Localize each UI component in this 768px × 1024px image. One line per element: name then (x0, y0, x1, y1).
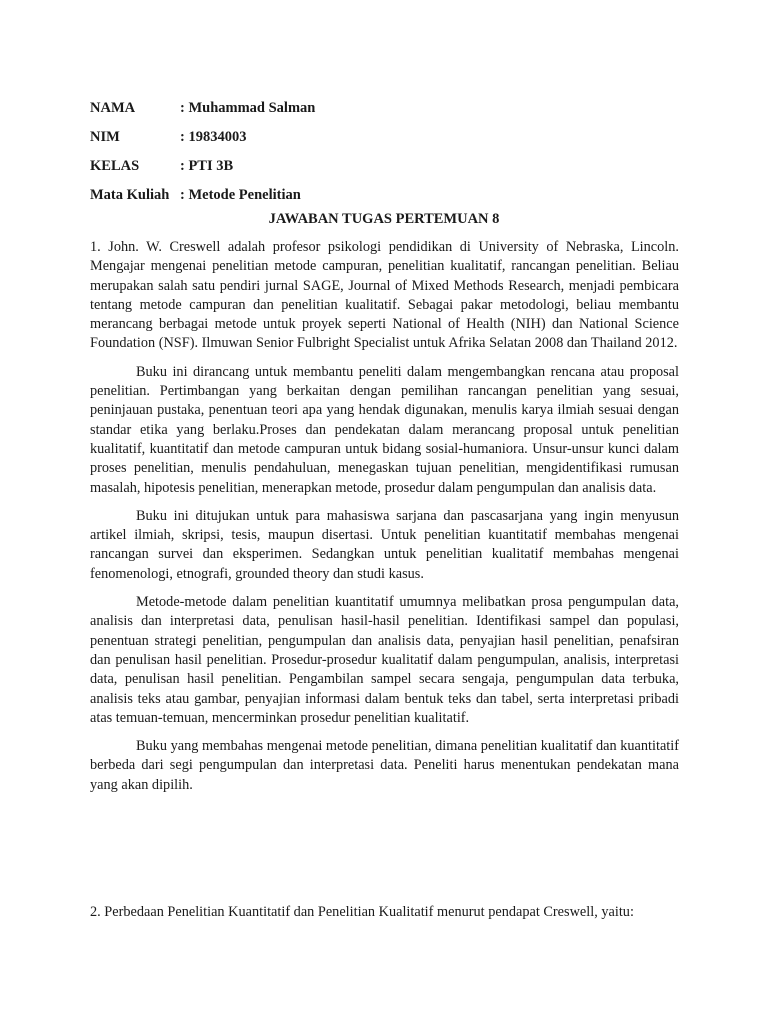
paragraph-methods: Metode-metode dalam penelitian kuantitatif umumnya melibatkan prosa pengumpulan data, analisis dan interpretasi data, penulisan hasil-hasil penelitian. Identifikasi sampel dan populasi, penentuan strategi penelitian, pengumpulan dan analisis data, penyajian hasil penelitian, penafsiran dan penulisan hasil penelitian. Prosedur-prosedur kualitatif dalam pengumpulan, analisis, interpretasi data, penulisan hasil penelitian. Pengambilan sampel secara sengaja, pengumpulan data terbuka, analisis teks atau gambar, penyajian informasi dalam bentuk teks dan tabel, serta interpretasi pribadi atas temuan-temuan, mencerminkan prosedur penelitian kualitatif. (90, 594, 679, 726)
paragraph-book-purpose: Buku ini dirancang untuk membantu peneliti dalam mengembangkan rencana atau proposal penelitian. Pertimbangan yang berkaitan dengan pemilihan rancangan penelitian yang sesuai, peninjauan pustaka, penentuan teori apa yang hendak digunakan, menulis karya ilmiah sesuai dengan standar etika yang berlaku.Proses dan pendekatan dalam merancang proposal untuk penelitian kualitatif, kuantitatif dan metode campuran untuk bidang sosial-humaniora. Unsur-unsur kunci dalam proses penelitian, menulis pendahuluan, menegaskan tujuan penelitian, mengidentifikasi rumusan masalah, hipotesis penelitian, menerapkan metode, prosedur dalam pengumpulan dan analisis data. (90, 363, 679, 496)
paragraph-creswell-bio: 1. John. W. Creswell adalah profesor psikologi pendidikan di University of Nebraska, Lincoln. Mengajar mengenai penelitian metode campuran, penelitian kualitatif, rancangan penelitian. Beliau merupakan salah satu pendiri jurnal SAGE, Journal of Mixed Methods Research, menjadi pembicara tentang metode campuran dan penelitian kualitatif. Sebagai pakar metodologi, beliau membantu merancang berbagai metode untuk proyek seperti National of Health (NIH) dan National Science Foundation (NSF). Ilmuwan Senior Fulbright Specialist untuk Afrika Selatan 2008 dan Thailand 2012. (90, 239, 679, 352)
header-label-nim: NIM (90, 129, 120, 145)
header-value-kelas: : PTI 3B (180, 158, 234, 174)
header-value-nama: : Muhammad Salman (180, 100, 316, 116)
student-info-header (90, 94, 315, 210)
header-value-nim: : 19834003 (180, 129, 247, 145)
header-row-mata-kuliah (90, 181, 315, 210)
header-row-nama (90, 94, 315, 123)
header-row-nim (90, 123, 315, 152)
header-label-nama: NAMA (90, 100, 136, 116)
header-value-mata-kuliah: : Metode Penelitian (180, 187, 301, 203)
header-row-kelas (90, 152, 315, 181)
paragraph-book-audience: Buku ini ditujukan untuk para mahasiswa sarjana dan pascasarjana yang ingin menyusun artikel ilmiah, skripsi, tesis, maupun disertasi. Untuk penelitian kuantitatif membahas mengenai rancangan survei dan eksperimen. Sedangkan untuk penelitian kualitatif membahas mengenai fenomenologi, etnografi, grounded theory dan studi kasus. (90, 507, 679, 582)
paragraph-conclusion: Buku yang membahas mengenai metode penelitian, dimana penelitian kualitatif dan kuantitatif berbeda dari segi pengumpulan dan interpretasi data. Peneliti harus menentukan pendekatan mana yang akan dipilih. (90, 738, 679, 793)
answer-one-body (90, 238, 679, 804)
header-label-kelas: KELAS (90, 158, 140, 174)
question-two-heading: 2. Perbedaan Penelitian Kuantitatif dan Penelitian Kualitatif menurut pendapat Creswell, yaitu: (90, 904, 634, 920)
document-title: JAWABAN TUGAS PERTEMUAN 8 (268, 211, 500, 227)
header-label-mata-kuliah: Mata Kuliah (90, 187, 170, 203)
